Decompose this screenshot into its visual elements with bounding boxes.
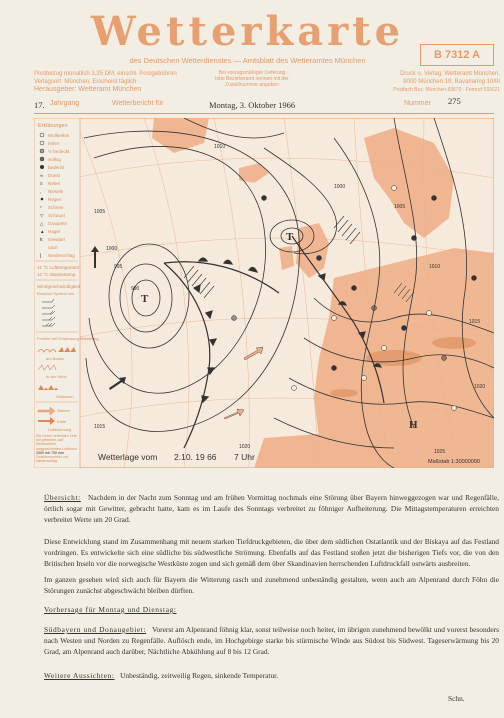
header-right-info <box>340 70 500 94</box>
publisher-line: Druck u. Verlag: Wetteramt München, <box>400 71 500 77</box>
postbezug-line: Postbezug monatlich 3,25 DM, einschl. Postgebühren <box>34 71 177 77</box>
svg-text:Schauer: Schauer <box>48 213 66 218</box>
front-label-upper: in der Höhe <box>46 374 67 379</box>
weather-map <box>34 118 494 468</box>
svg-text:nach: nach <box>48 245 58 250</box>
svg-text:Graupeln: Graupeln <box>48 221 67 226</box>
volume-number: 17. <box>34 100 45 110</box>
svg-text:Nieseln: Nieseln <box>48 189 64 194</box>
number-label: Nummer <box>404 100 431 107</box>
legend-temp-air: 11 °C Lufttemperatur <box>37 265 80 270</box>
svg-text:Hagel: Hagel <box>48 229 61 234</box>
isobar-label: 990 <box>131 286 140 292</box>
region-text: Vorerst am Alpenrand föhnig klar, sonst teilweise noch heiter, im übrigen zunehmend bewölkt und vorerst besonders nach Westen und Norden zu Regenfälle. Auflösch ende, im Hochgebirge starke bis stürmische Winde aus Südost bis Südwest. Tageserwärmung bis 20 Grad, am Alpenrand auch darüber, Nächtliche Abkühlung auf 8 bis 12 Grad. <box>44 625 499 656</box>
legend-item <box>40 173 61 178</box>
isobar-label: 1010 <box>214 144 226 150</box>
wind-title: Windgeschwindigkeit <box>37 284 80 289</box>
delivery-line-2: bitte Bezieheramt nennen mit der <box>215 76 289 82</box>
region-label: Südbayern und Donaugebiet: <box>44 625 147 634</box>
svg-text:∞: ∞ <box>40 173 44 178</box>
delivery-line-1: Bei vorzugsmäßiger Lieferung <box>218 70 286 76</box>
outlook-paragraph: Im ganzen gesehen wird sich auch für Bayern die Witterung rasch und zunehmend unbeständig gestalten, wenn auch am Alpenrand durch Föhn die Störungen zunächst abgeschwächt bleiben dürften. <box>44 575 499 595</box>
isobar-label: 1000 <box>106 246 118 252</box>
isobar-note: Die Linien verbinden Orte mit gleichem, auf Meereshöhe umgerechneten Luftdruck 1000 mb 750 mm Zwischenschicht mit Niederschlag <box>36 434 80 463</box>
svg-text:Schnee: Schnee <box>48 205 64 210</box>
legend-title: Erklärungen <box>38 123 68 129</box>
development-paragraph: Diese Entwicklung stand im Zusammenhang mit neuem starken Tiefdruckgebieten, die über dem südlichen Ostatlantik und der Biskaya auf das Festland vordringen. Es entwickelte sich eine südliche bis südwestliche Strömung. Ebenfalls auf das Festland stoßen jetzt die bisherigen Tiefs vor, die von den Britischen Inseln vor die norwegische Westküste zogen und sich gemäß dem über Skandinavien herrschenden Luftdruckfall ostwärts ausbreiten. <box>44 537 499 568</box>
isobar-label: 1020 <box>239 444 251 450</box>
outlook-label: Weitere Aussichten: <box>44 671 115 680</box>
address-line: 8000 München 19, Bavariaring 10/III <box>403 79 500 85</box>
map-scale: Maßstab 1:30000000 <box>428 459 480 465</box>
postfach-line: Postfach Bez. München 83670 · Fernruf 530021 <box>393 87 500 93</box>
header-left-info <box>34 70 184 94</box>
isobar-label: 1000 <box>334 184 346 190</box>
legend-temp-water: 12 °C Wassertemp. <box>37 272 77 277</box>
header-rule <box>34 113 494 114</box>
warm-air-label: Warme <box>57 408 70 413</box>
overview-text: Nachdem in der Nacht zum Sonntag und am frühen Vormittag nochmals eine Störung über Bayern hinweggezogen war und Regenfälle, örtlich sogar mit Gewitter, gebracht hatte, kam es im Laufe des Sonntags verbreitet zu föhniger Aufheiterung. Die Mittagstemperaturen erreichten verbreitet Werte um 20 Grad. <box>44 493 499 524</box>
cold-air-label: Kalte <box>57 419 67 424</box>
legend-item <box>40 229 60 234</box>
issue-number: 275 <box>448 96 461 106</box>
svg-text:ꝁ: ꝁ <box>40 237 43 242</box>
isobar-label: 1010 <box>429 264 441 270</box>
fronts-title: Fronten mit Erwärmung Abkühlung <box>37 336 99 341</box>
outlook-text: Unbeständig, zeitweilig Regen, sinkende Temperatur. <box>120 671 279 680</box>
low-center-label: T <box>286 231 294 243</box>
forecast-label: Vorhersage für Montag und Dienstag: <box>44 605 177 614</box>
svg-text:Dunst: Dunst <box>48 173 61 178</box>
svg-text:▽: ▽ <box>40 213 44 218</box>
isobar-label: 1015 <box>94 424 106 430</box>
isobar-label: 1025 <box>434 449 446 455</box>
svg-text:Regen: Regen <box>48 197 62 202</box>
herausgeber-line: Herausgeber: Wetteramt München <box>34 86 142 93</box>
isobar-label: 1020 <box>474 384 486 390</box>
svg-text:Nebel: Nebel <box>48 181 61 186</box>
svg-text:heiter: heiter <box>48 141 60 146</box>
further-outlook-paragraph <box>44 670 499 681</box>
svg-text:*: * <box>40 205 42 210</box>
carpathian-relief <box>432 337 476 349</box>
issue-meta-row <box>34 96 494 112</box>
issue-date: Montag, 3. Oktober 1966 <box>209 100 296 110</box>
delivery-line-3: Zustellnummer angeben <box>225 82 279 88</box>
caption-label: Wetterlage vom <box>98 452 158 462</box>
svg-text:Gewitter: Gewitter <box>48 237 66 242</box>
isobar-label: 1005 <box>394 204 406 210</box>
region-paragraph <box>44 624 499 657</box>
report-label: Wetterbericht für <box>112 100 164 107</box>
doc-number-badge: B 7312 A <box>420 44 494 66</box>
overview-label: Übersicht: <box>44 493 81 502</box>
low-center-label: T <box>141 293 149 305</box>
svg-text:Niederschlag: Niederschlag <box>48 253 75 258</box>
svg-text:,: , <box>40 189 42 194</box>
isobar-label: 1005 <box>94 209 106 215</box>
precip-note: Zwischenschicht mit Niederschlag <box>36 455 69 464</box>
svg-text:½ bedeckt: ½ bedeckt <box>48 149 70 154</box>
caption-time: 7 Uhr <box>234 452 255 462</box>
svg-text:wolkig: wolkig <box>48 157 61 162</box>
airflow-label: Luftströmung <box>48 427 72 432</box>
high-center-label: H <box>409 419 418 431</box>
page-title: Wetterkarte <box>90 8 405 55</box>
verlagsort-line: Verlagsort: München, Erscheint täglich <box>34 79 137 85</box>
front-label-occlusion: Okklusion <box>56 394 74 399</box>
signature: Schn. <box>448 694 465 703</box>
svg-text:≡: ≡ <box>40 181 43 186</box>
wind-header: Beaufort Symbol m/s <box>37 291 75 296</box>
volume-label: Jahrgang <box>50 100 80 107</box>
pyrenees-relief <box>330 389 358 397</box>
overview-paragraph <box>44 492 499 525</box>
forecast-heading <box>44 604 499 615</box>
svg-text:△: △ <box>40 221 44 226</box>
svg-text:▲: ▲ <box>40 229 45 234</box>
svg-text:bedeckt: bedeckt <box>48 165 65 170</box>
header-middle-info <box>188 70 316 88</box>
isobar-label: 995 <box>114 264 123 270</box>
front-label-ground: am Boden <box>46 356 65 361</box>
svg-text:]: ] <box>40 253 42 258</box>
svg-text:Wolkenlos: Wolkenlos <box>48 133 70 138</box>
legend-item <box>48 245 58 250</box>
isobar-label: 1015 <box>469 319 481 325</box>
caption-date: 2.10. 19 66 <box>174 452 217 462</box>
pressure-note: 1000 mb 750 mm <box>36 450 64 455</box>
subtitle: des Deutschen Wetterdienstes — Amtsblatt des Wetteramtes München <box>129 56 366 65</box>
